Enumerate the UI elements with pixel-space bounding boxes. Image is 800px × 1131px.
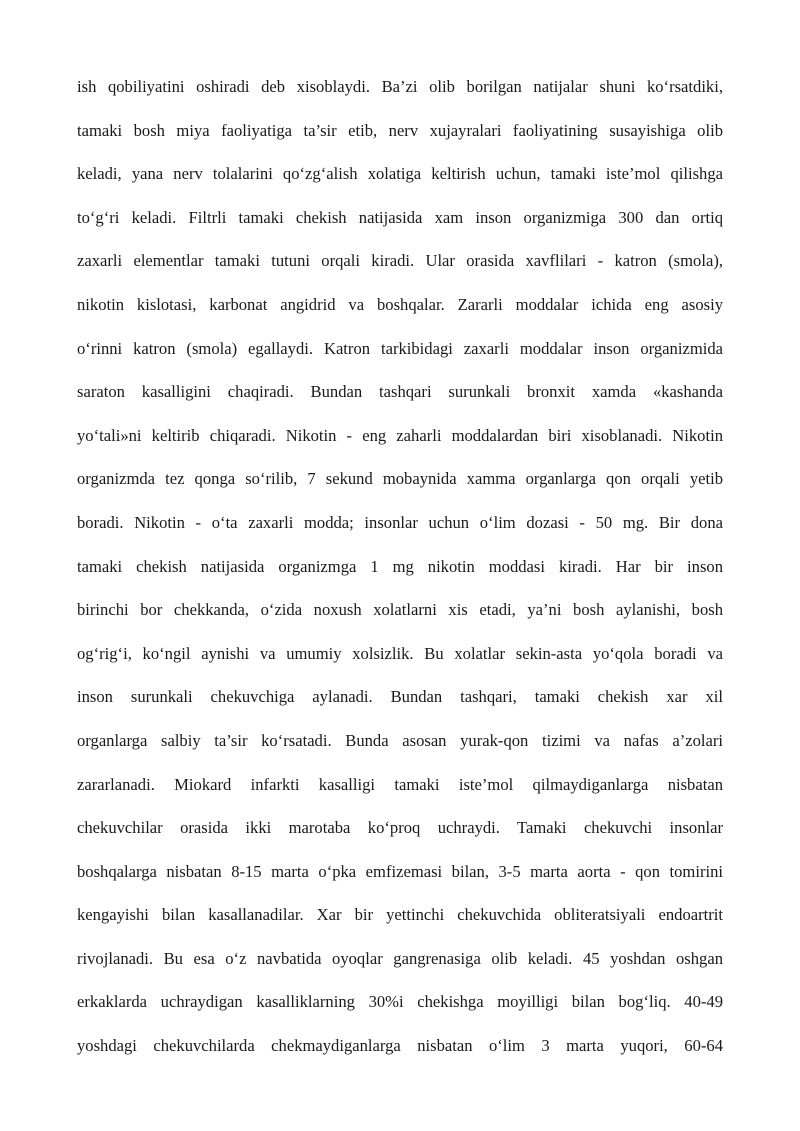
- text-line: ish qobiliyatini oshiradi deb xisoblaydi. Ba’zi olib borilgan natijalar shuni ko‘rsatdiki,: [77, 77, 723, 96]
- text-line: zararlanadi. Miokard infarkti kasalligi tamaki iste’mol qilmaydiganlarga nisbatan: [77, 774, 723, 794]
- text-line: organlarga salbiy ta’sir ko‘rsatadi. Bunda asosan yurak-qon tizimi va nafas a’zolari: [77, 730, 723, 750]
- text-line: yoshdagi chekuvchilarda chekmaydiganlarga nisbatan o‘lim 3 marta yuqori, 60-64: [77, 1036, 723, 1056]
- text-line: og‘rig‘i, ko‘ngil aynishi va umumiy xolsizlik. Bu xolatlar sekin-asta yo‘qola boradi va: [77, 643, 723, 663]
- text-line: to‘g‘ri keladi. Filtrli tamaki chekish natijasida xam inson organizmiga 300 dan ortiq: [77, 207, 723, 227]
- text-line: erkaklarda uchraydigan kasalliklarning 30%i chekishga moyilligi bilan bog‘liq. 40-49: [77, 992, 723, 1012]
- text-line: kengayishi bilan kasallanadilar. Xar bir yettinchi chekuvchida obliteratsiyali endoartrit: [77, 905, 723, 925]
- body-text: [77, 73, 723, 1076]
- text-line: rivojlanadi. Bu esa o‘z navbatida oyoqlar gangrenasiga olib keladi. 45 yoshdan oshgan: [77, 948, 723, 968]
- text-line: zaxarli elementlar tamaki tutuni orqali kiradi. Ular orasida xavflilari - katron (smola),: [77, 251, 723, 271]
- text-line: saraton kasalligini chaqiradi. Bundan tashqari surunkali bronxit xamda «kashanda: [77, 382, 723, 402]
- text-line: o‘rinni katron (smola) egallaydi. Katron tarkibidagi zaxarli moddalar inson organizmida: [77, 338, 723, 358]
- text-line: organizmda tez qonga so‘rilib, 7 sekund mobaynida xamma organlarga qon orqali yetib: [77, 469, 723, 489]
- text-line: tamaki chekish natijasida organizmga 1 mg nikotin moddasi kiradi. Har bir inson: [77, 556, 723, 576]
- text-line: keladi, yana nerv tolalarini qo‘zg‘alish xolatiga keltirish uchun, tamaki iste’mol qilishga: [77, 164, 723, 184]
- text-line: chekuvchilar orasida ikki marotaba ko‘proq uchraydi. Tamaki chekuvchi insonlar: [77, 818, 723, 838]
- text-line: nikotin kislotasi, karbonat angidrid va boshqalar. Zararli moddalar ichida eng asosiy: [77, 294, 723, 314]
- text-line: tamaki bosh miya faoliyatiga ta’sir etib, nerv xujayralari faoliyatining susayishiga olib: [77, 120, 723, 140]
- text-line: boshqalarga nisbatan 8-15 marta o‘pka emfizemasi bilan, 3-5 marta aorta - qon tomirini: [77, 861, 723, 881]
- text-line: boradi. Nikotin - o‘ta zaxarli modda; insonlar uchun o‘lim dozasi - 50 mg. Bir dona: [77, 512, 723, 532]
- text-line: yo‘tali»ni keltirib chiqaradi. Nikotin - eng zaharli moddalardan biri xisoblanadi. Nikotin: [77, 425, 723, 445]
- text-line: birinchi bor chekkanda, o‘zida noxush xolatlarni xis etadi, ya’ni bosh aylanishi, bosh: [77, 600, 723, 620]
- text-line: inson surunkali chekuvchiga aylanadi. Bundan tashqari, tamaki chekish xar xil: [77, 687, 723, 707]
